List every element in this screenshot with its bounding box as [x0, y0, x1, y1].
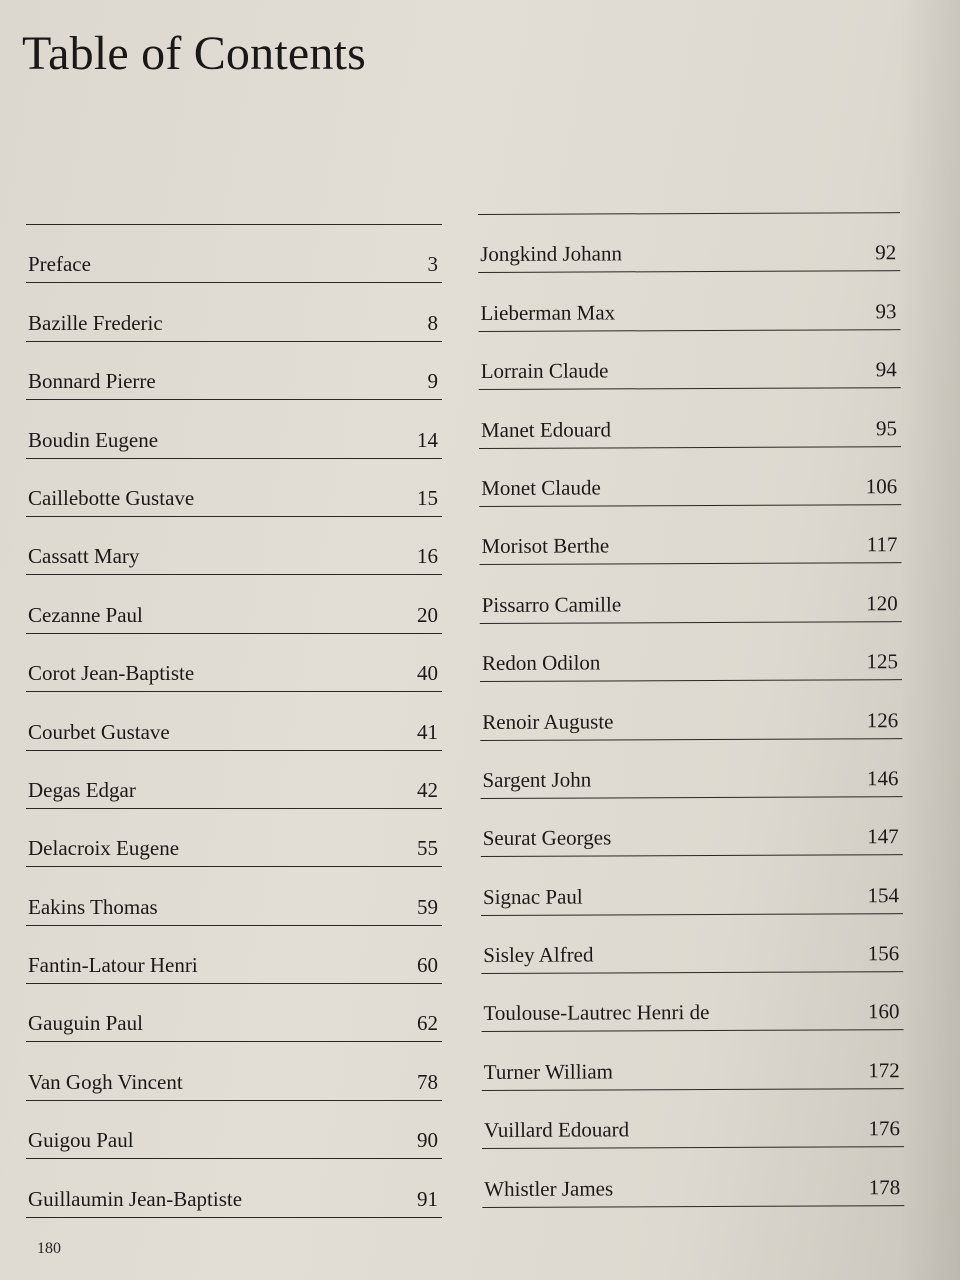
toc-entry-name: Redon Odilon: [481, 650, 601, 676]
toc-entry-name: Corot Jean-Baptiste: [28, 661, 195, 686]
toc-column-right: [478, 212, 904, 1207]
toc-entry: [481, 797, 903, 857]
toc-entry-page: 126: [866, 707, 899, 732]
toc-entry: [479, 330, 901, 390]
toc-entry-page: 176: [868, 1116, 901, 1141]
page-edge-shadow: [900, 0, 960, 1280]
toc-entry: [26, 517, 442, 575]
toc-entry-page: 14: [417, 427, 438, 452]
toc-entry-name: Morisot Berthe: [481, 533, 610, 559]
toc-entry: [26, 283, 442, 341]
toc-entry-page: 62: [417, 1011, 438, 1036]
toc-entry-name: Renoir Auguste: [482, 708, 614, 734]
toc-entry: [482, 1147, 904, 1207]
toc-entry-page: 60: [417, 953, 438, 978]
toc-entry: [26, 575, 442, 633]
toc-entry-page: 3: [427, 252, 438, 277]
toc-entry: [481, 855, 903, 915]
toc-entry-name: Preface: [28, 252, 91, 277]
toc-entry: [26, 867, 442, 925]
toc-entry-name: Turner William: [483, 1059, 614, 1084]
toc-entry-page: 42: [417, 777, 438, 802]
toc-entry-page: 154: [867, 882, 900, 907]
toc-entry-name: Monet Claude: [481, 475, 601, 500]
toc-entry-page: 8: [427, 310, 438, 335]
toc-entry-name: Bazille Frederic: [28, 310, 163, 335]
toc-entry-page: 20: [417, 602, 438, 627]
toc-entry: [482, 1089, 904, 1149]
toc-entry: [26, 1042, 442, 1100]
toc-entry-name: Delacroix Eugene: [28, 836, 180, 861]
toc-entry-name: Sisley Alfred: [483, 942, 594, 968]
toc-entry-name: Boudin Eugene: [28, 427, 159, 452]
toc-entry-page: 40: [417, 661, 438, 686]
toc-entry-name: Manet Edouard: [480, 416, 612, 442]
toc-entry-page: 9: [427, 369, 438, 394]
toc-entry: [481, 914, 903, 974]
toc-entry: [26, 400, 442, 458]
toc-entry-name: Courbet Gustave: [28, 719, 170, 744]
toc-entry-page: 117: [866, 532, 898, 557]
toc-entry-name: Guigou Paul: [28, 1128, 134, 1153]
toc-entry: [26, 984, 442, 1042]
toc-entry-name: Eakins Thomas: [28, 894, 158, 919]
page-title: Table of Contents: [22, 27, 366, 80]
toc-entry-name: Whistler James: [484, 1176, 614, 1201]
toc-entry: [479, 388, 901, 448]
toc-entry: [479, 447, 901, 507]
toc-entry: [26, 342, 442, 400]
toc-entry-name: Van Gogh Vincent: [28, 1069, 183, 1094]
toc-entry-name: Bonnard Pierre: [28, 369, 156, 394]
toc-column-left: [26, 224, 442, 1218]
toc-entry-page: 178: [868, 1174, 901, 1199]
toc-entry-name: Lieberman Max: [480, 300, 616, 325]
toc-entry-page: 59: [417, 894, 438, 919]
toc-entry: [26, 459, 442, 517]
toc-entry: [481, 972, 903, 1032]
toc-entry: [480, 622, 902, 682]
toc-entry: [478, 272, 900, 332]
toc-entry: [26, 926, 442, 984]
toc-entry-page: 160: [867, 999, 900, 1024]
toc-entry-name: Gauguin Paul: [28, 1011, 143, 1036]
toc-entry-name: Lorrain Claude: [480, 358, 609, 384]
toc-entry: [480, 563, 902, 623]
toc-entry-page: 91: [417, 1186, 438, 1211]
toc-entry-page: 172: [868, 1058, 900, 1083]
toc-entry-name: Cassatt Mary: [28, 544, 140, 569]
toc-entry-page: 120: [866, 590, 898, 616]
toc-entry-name: Caillebotte Gustave: [28, 485, 195, 510]
toc-entry-name: Vuillard Edouard: [483, 1117, 630, 1143]
toc-entry-name: Pissarro Camille: [481, 592, 622, 617]
toc-entry-page: 147: [867, 824, 899, 849]
toc-entry-page: 93: [875, 298, 897, 324]
toc-entry: [26, 751, 442, 809]
toc-entry-page: 156: [867, 941, 900, 966]
toc-entry-name: Fantin-Latour Henri: [28, 953, 198, 978]
toc-entry-name: Guillaumin Jean-Baptiste: [28, 1186, 243, 1211]
toc-entry-name: Degas Edgar: [28, 777, 136, 802]
toc-entry: [26, 634, 442, 692]
toc-entry-page: 41: [417, 719, 438, 744]
toc-entry-name: Cezanne Paul: [28, 602, 143, 627]
toc-entry-page: 125: [866, 649, 899, 674]
toc-entry-name: Jongkind Johann: [480, 241, 622, 267]
toc-entry: [479, 505, 901, 565]
toc-entry-page: 78: [417, 1069, 438, 1094]
toc-entry-page: 146: [866, 766, 899, 791]
toc-entry: [478, 213, 900, 273]
toc-entry-page: 94: [875, 357, 897, 382]
toc-entry-page: 95: [875, 415, 897, 440]
toc-entry: [482, 1031, 904, 1091]
toc-entry-page: 106: [865, 474, 898, 499]
toc-entry-name: Signac Paul: [482, 884, 583, 909]
toc-entry-name: Sargent John: [482, 767, 592, 792]
toc-entry-page: 55: [417, 836, 438, 861]
toc-entry-name: Toulouse-Lautrec Henri de: [483, 1000, 710, 1026]
toc-entry: [26, 1101, 442, 1159]
toc-entry: [26, 692, 442, 750]
toc-entry: [480, 680, 902, 740]
toc-entry: [480, 739, 902, 799]
toc-list-left: [26, 225, 442, 1218]
toc-list-right: [478, 213, 904, 1207]
toc-entry-page: 92: [875, 240, 897, 265]
page-number: 180: [37, 1240, 61, 1257]
toc-entry-page: 16: [417, 544, 438, 569]
toc-entry-page: 15: [417, 485, 438, 510]
toc-entry-name: Seurat Georges: [482, 825, 612, 851]
toc-entry: [26, 1159, 442, 1217]
toc-entry: [26, 809, 442, 867]
toc-entry-page: 90: [417, 1128, 438, 1153]
toc-entry: [26, 225, 442, 283]
